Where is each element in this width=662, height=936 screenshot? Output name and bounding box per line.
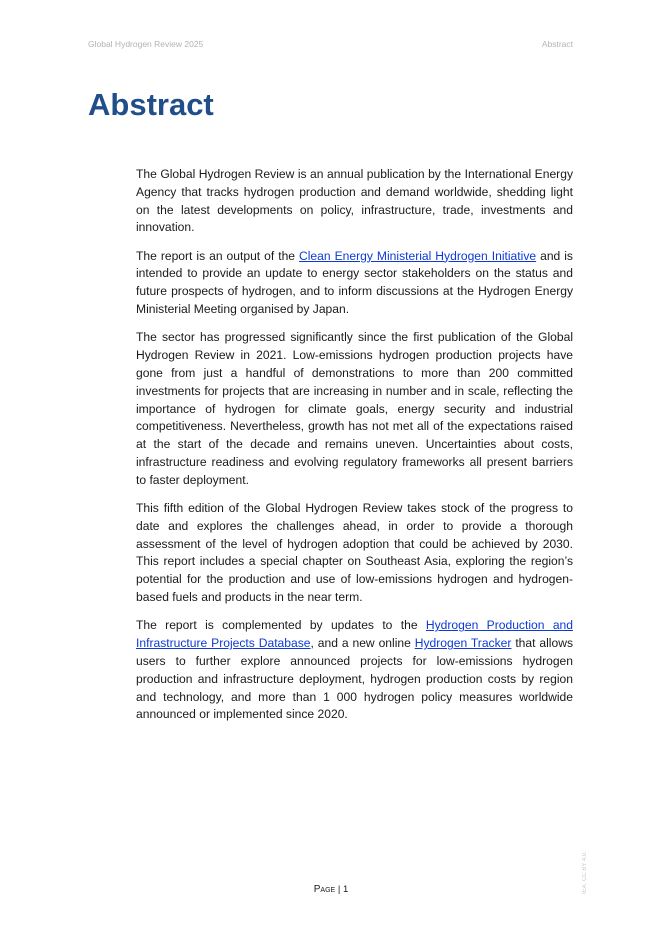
paragraph-2-text-start: The report is an output of the <box>136 248 300 263</box>
page-number: 1 <box>342 884 349 895</box>
projects-database-link[interactable]: Hydrogen Production and Infrastructure Projects Database <box>136 618 573 651</box>
page-title: Abstract <box>88 87 214 122</box>
paragraph-1: The Global Hydrogen Review is an annual publication by the International Energy Agency that tracks hydrogen production and demand worldwide, shedding light on the latest developments on policy, infrastructure, trade, investments and innovation. <box>136 167 573 235</box>
paragraph-3: The sector has progressed significantly since the first publication of the Global Hydrogen Review in 2021. Low-emissions hydrogen production projects have gone from just a handful of demonstrations to more than 200 committed investments for projects that are increasing in number and in scale, reflecting the importance of hydrogen for climate goals, energy security and industrial competitiveness. Nevertheless, growth has not met all of the expectations raised at the start of the decade and remains uneven. Uncertainties about costs, infrastructure readiness and evolving regulatory frameworks all present barriers to faster deployment. <box>136 330 573 487</box>
paragraph-4: This fifth edition of the Global Hydrogen Review takes stock of the progress to date and explores the challenges ahead, in order to provide a thorough assessment of the level of hydrogen adoption that could be achieved by 2030. This report includes a special chapter on Southeast Asia, exploring the region’s potential for the production and use of low-emissions hydrogen and hydrogen-based fuels and products in the near term. <box>136 501 573 605</box>
header-section-name: Abstract <box>541 39 573 49</box>
page-footer <box>0 884 662 895</box>
paragraph-5-text-middle: , and a new online <box>310 636 415 651</box>
paragraph-5 <box>136 617 573 724</box>
paragraph-5-text-end: that allows users to further explore announced projects for low-emissions hydrogen production and infrastructure deployment, hydrogen production costs by region and technology, and more than 1 000 hydrogen policy measures worldwide announced or implemented since 2020. <box>136 636 574 722</box>
paragraph-2-text-end: and is intended to provide an update to energy sector stakeholders on the status and future prospects of hydrogen, and to inform discussions at the Hydrogen Energy Ministerial Meeting organised by Japan. <box>136 248 573 317</box>
paragraph-5-text-start: The report is complemented by updates to the <box>136 618 426 633</box>
license-note: IEA. CC BY 4.0. <box>582 851 588 894</box>
running-header <box>88 39 573 53</box>
abstract-body <box>136 166 573 735</box>
page-label: Page <box>313 884 336 895</box>
clean-energy-ministerial-hydrogen-initiative-link[interactable]: Clean Energy Ministerial Hydrogen Initiative <box>299 248 537 263</box>
header-report-title: Global Hydrogen Review 2025 <box>88 39 204 49</box>
paragraph-2 <box>136 248 573 319</box>
hydrogen-tracker-link[interactable]: Hydrogen Tracker <box>414 636 512 651</box>
page-separator: | <box>335 884 343 895</box>
